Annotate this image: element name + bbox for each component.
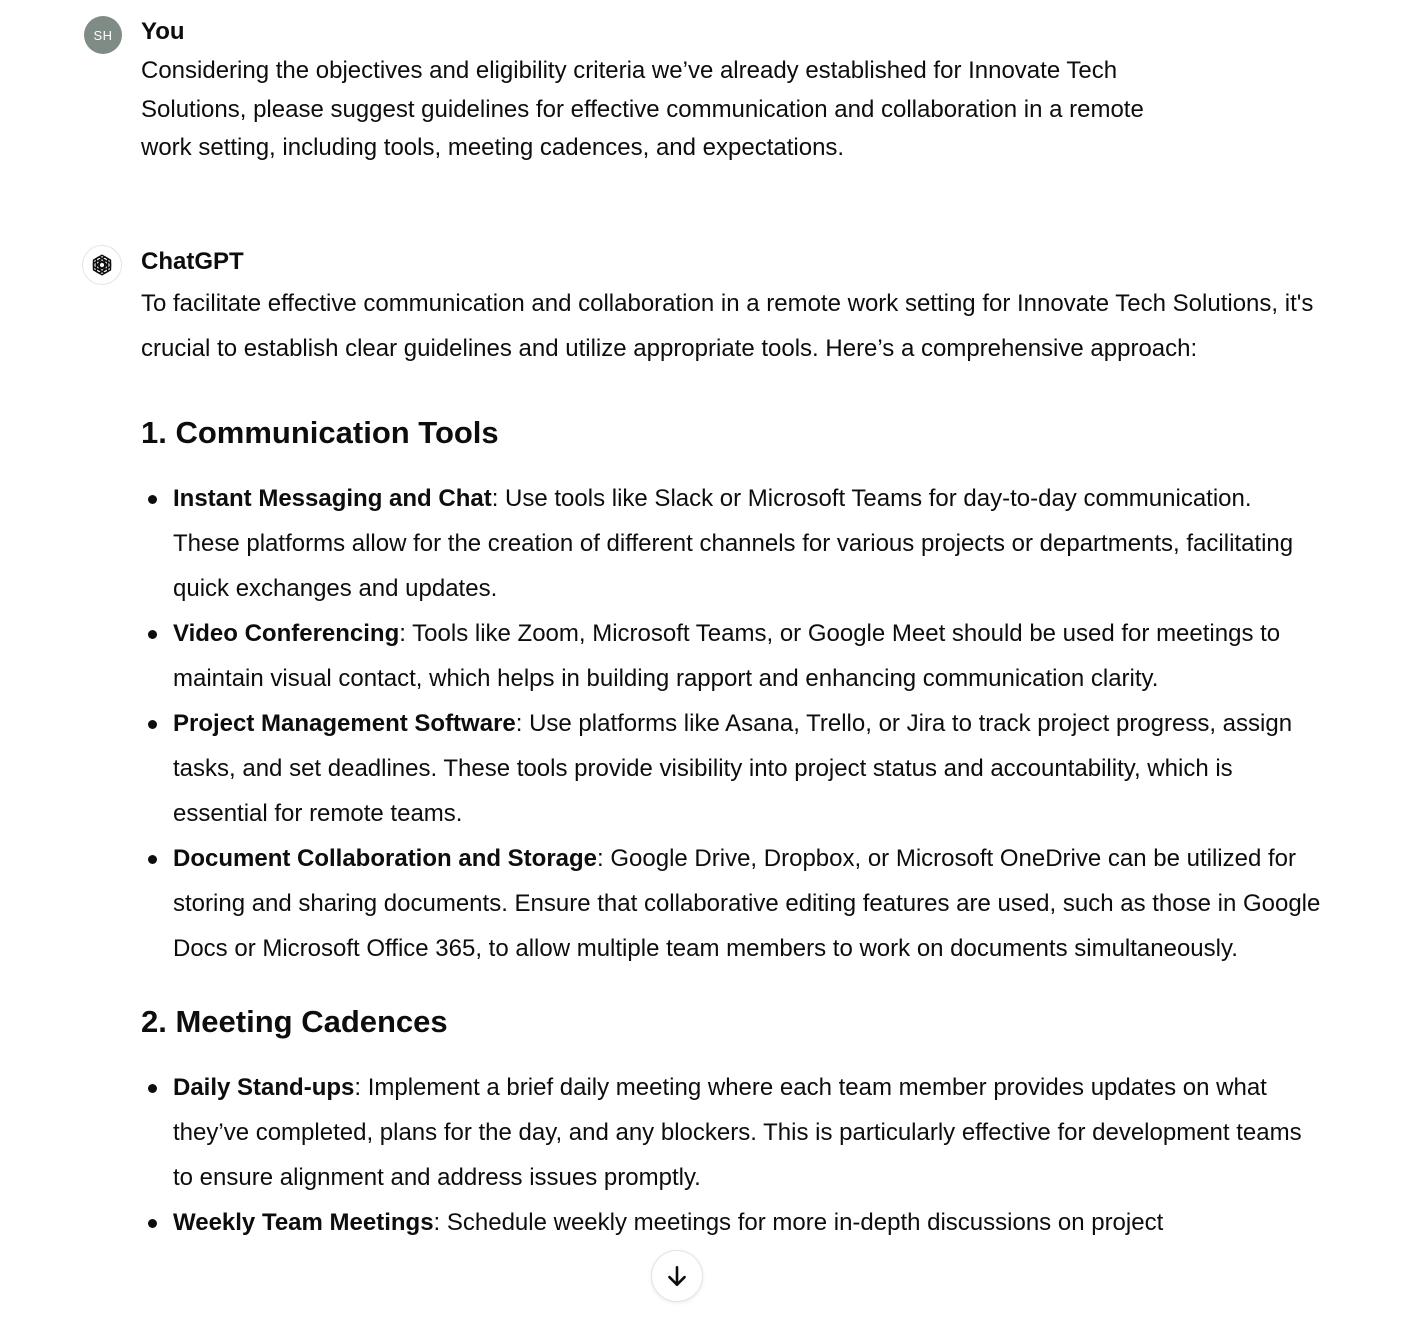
scroll-to-bottom-button[interactable] (651, 1250, 703, 1302)
list-item-term: Document Collaboration and Storage (173, 845, 598, 872)
arrow-down-icon (664, 1263, 690, 1289)
list-item (173, 611, 1321, 701)
user-message: Considering the objectives and eligibility criteria we’ve already established for Innovate Tech Solutions, please suggest guidelines for effective communication and collaboration in a remote work setting, including tools, meeting cadences, and expectations. (141, 57, 1144, 161)
list-item (173, 1200, 1321, 1245)
assistant-author-name: ChatGPT (141, 248, 244, 275)
list-item-text: : Google Drive, Dropbox, or Microsoft OneDrive can be utilized for storing and sharing documents. Ensure that collaborative editing features are used, such as those in Google Docs or Microsoft Office 365, to allow multiple team members to work on documents simultaneously. (173, 845, 1321, 962)
list-item-term: Project Management Software (173, 710, 516, 737)
list-item-term: Instant Messaging and Chat (173, 485, 492, 512)
user-avatar: SH (84, 16, 122, 54)
list-item-term: Daily Stand-ups (173, 1074, 355, 1101)
bullet-list (141, 476, 1321, 971)
assistant-avatar (82, 245, 122, 285)
list-item-text: : Implement a brief daily meeting where each team member provides updates on what they’ve completed, plans for the day, and any blockers. This is particularly effective for development teams to ensure alignment and address issues promptly. (173, 1074, 1302, 1191)
assistant-message (141, 281, 1321, 1270)
openai-logo-icon (89, 252, 115, 278)
list-item-term: Video Conferencing (173, 620, 400, 647)
list-item-term: Weekly Team Meetings (173, 1209, 434, 1236)
list-item-text: : Use platforms like Asana, Trello, or Jira to track project progress, assign tasks, and set deadlines. These tools provide visibility into project status and accountability, which is essential for remote teams. (173, 710, 1293, 827)
assistant-intro: To facilitate effective communication and collaboration in a remote work setting for Innovate Tech Solutions, it's crucial to establish clear guidelines and utilize appropriate tools. Here’s a comprehensive approach: (141, 290, 1314, 362)
list-item (173, 836, 1321, 971)
list-item-text: : Tools like Zoom, Microsoft Teams, or Google Meet should be used for meetings to maintain visual contact, which helps in building rapport and enhancing communication clarity. (173, 620, 1281, 692)
list-item-text: : Use tools like Slack or Microsoft Teams for day-to-day communication. These platforms allow for the creation of different channels for various projects or departments, facilitating quick exchanges and updates. (173, 485, 1294, 602)
section-heading: 2. Meeting Cadences (141, 1004, 448, 1039)
list-item (173, 1065, 1321, 1200)
bullet-list (141, 1065, 1321, 1245)
list-item (173, 701, 1321, 836)
list-item (173, 476, 1321, 611)
list-item-text: : Schedule weekly meetings for more in-depth discussions on project (433, 1209, 1164, 1236)
section-heading: 1. Communication Tools (141, 415, 499, 450)
user-author-name: You (141, 18, 185, 45)
